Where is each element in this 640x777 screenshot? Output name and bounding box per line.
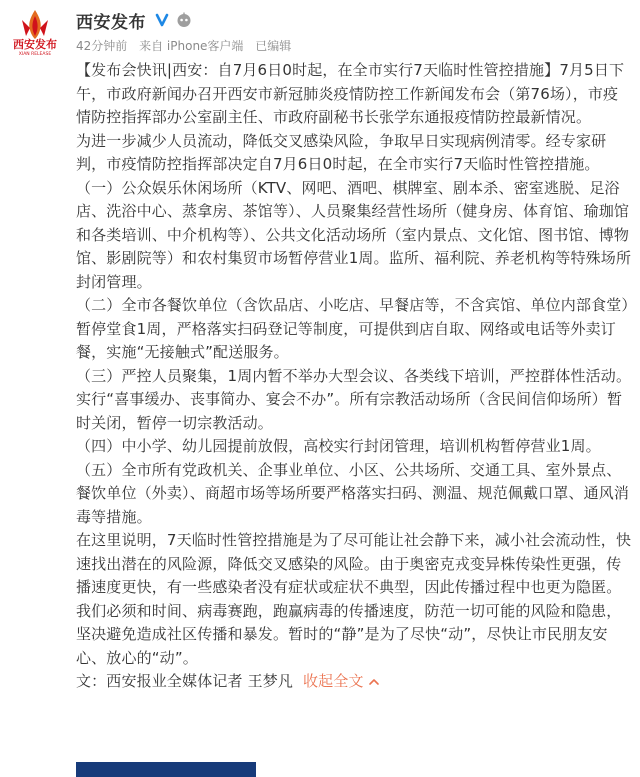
post-paragraph: （一）公众娱乐休闲场所（KTV、网吧、酒吧、棋牌室、剧本杀、密室逃脱、足浴店、洗浴中心、蒸拿房、茶馆等）、人员聚集经营性场所（健身房、体育馆、瑜珈馆和各类培训、中介机构等）、公共文化活动场所（室内景点、文化馆、图书馆、博物馆、影剧院等）和农村集贸市场暂停营业1周。监所、福利院、养老机构等特殊场所封闭管理。 [76,178,632,291]
logo-subtext: XIAN RELEASE [18,52,52,56]
post-paragraph: （二）全市各餐饮单位（含饮品店、小吃店、早餐店等，不含宾馆、单位内部食堂）暂停堂食1周，严格落实扫码登记等制度，可提供到店自取、网络或电话等外卖订餐，实施“无接触式”配送服务。 [76,296,630,361]
account-name[interactable]: 西安发布 [76,12,146,33]
post-paragraph: （三）严控人员聚集，1周内暂不举办大型会议、各类线下培训，严控群体性活动。实行“喜事缓办、丧事简办、宴会不办”。所有宗教活动场所（含民间信仰场所）暂时关闭，暂停一切宗教活动。 [76,366,632,432]
post-paragraph: 在这里说明，7天临时性管控措施是为了尽可能让社会静下来，减小社会流动性，快速找出潜在的风险源，降低交叉感染的风险。由于奥密克戎变异株传染性更强，传播速度更快，有一些感染者没有症状或症状不典型，因此传播过程中也更为隐匿。我们必须和时间、病毒赛跑，跑赢病毒的传播速度，防范一切可能的风险和隐患，坚决避免造成社区传播和暴发。暂时的“静”是为了尽快“动”，尽快让市民朋友安心、放心的“动”。 [76,531,632,667]
post-header [76,6,628,54]
post-paragraph: （四）中小学、幼儿园提前放假，高校实行封闭管理，培训机构暂停营业1周。 [76,437,601,455]
collapse-full-text-link[interactable]: 收起全文 [303,672,364,690]
author-row [76,670,632,694]
attached-image-thumbnail[interactable] [76,762,256,777]
post-paragraph: （五）全市所有党政机关、企事业单位、小区、公共场所、交通工具、室外景点、餐饮单位（外卖）、商超市场等场所要严格落实扫码、测温、规范佩戴口罩、通风消毒等措施。 [76,460,630,526]
chevron-up-icon[interactable] [368,676,380,688]
post-content [76,59,632,694]
edited-label: 已编辑 [255,39,292,53]
logo-text: 西安发布 [13,38,57,51]
member-robot-icon [176,12,192,28]
logo-flame-icon [22,10,48,39]
post-paragraph-lead: 【发布会快讯|西安：自7月6日0时起，在全市实行7天临时性管控措施】7月5日下午，市政府新闻办召开西安市新冠肺炎疫情防控工作新闻发布会（第76场），市疫情防控指挥部办公室副主任、市政府副秘书长张学东通报疫情防控最新情况。 [76,61,625,126]
post-time[interactable]: 42分钟前 [76,39,128,53]
verified-badge-icon [154,12,170,28]
author-credit: 文：西安报业全媒体记者 王梦凡 [76,672,294,690]
post-source: 来自 iPhone客户端 [139,39,244,53]
post-paragraph: 为进一步减少人员流动，降低交叉感染风险，争取早日实现病例清零。经专家研判，市疫情防控指挥部决定自7月6日0时起，在全市实行7天临时性管控措施。 [76,131,607,173]
account-avatar[interactable] [4,6,66,56]
post-meta [76,37,628,54]
